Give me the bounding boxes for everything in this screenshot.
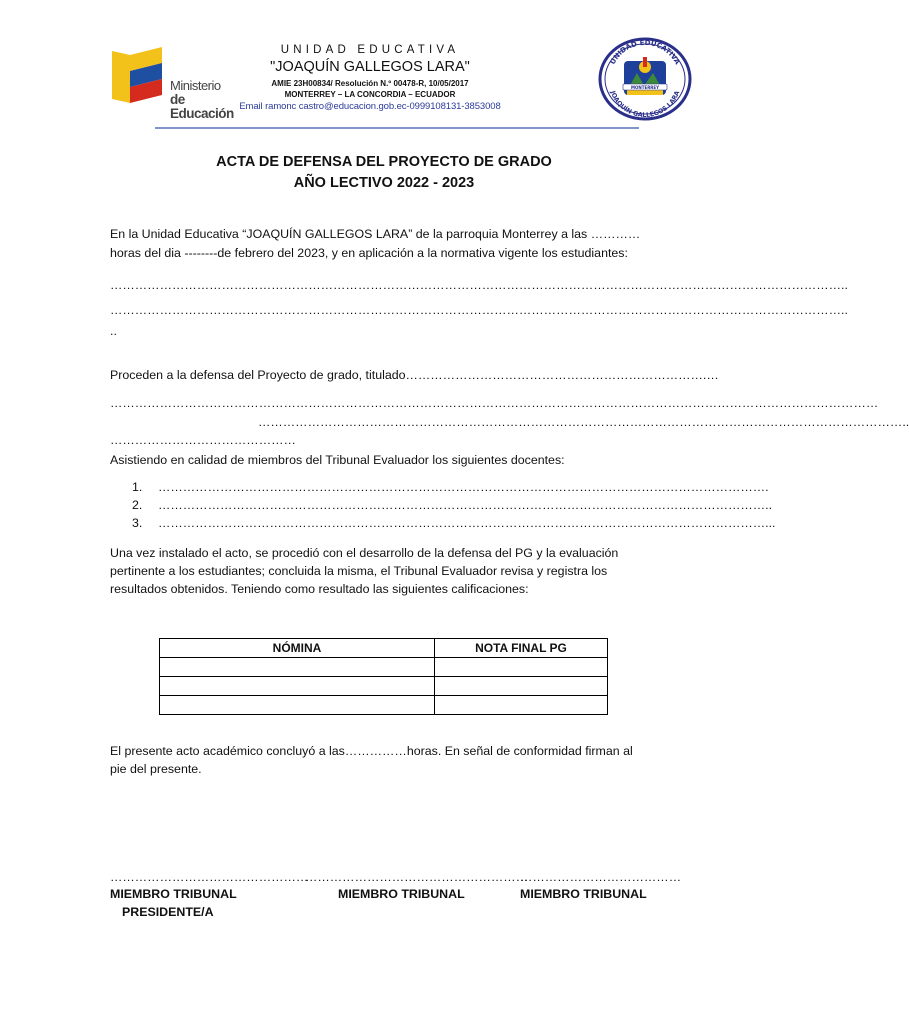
signature-label-member-2: MIEMBRO TRIBUNAL: [338, 887, 465, 901]
column-header-nomina: NÓMINA: [160, 639, 435, 658]
students-blank-1: ……………………………………………………………………………………………………………………………………………………………..: [110, 278, 848, 292]
docente-blank-2: …………………………………………………………………………………………………………………………………..: [158, 498, 773, 512]
defense-line: Proceden a la defensa del Proyecto de grado, titulado……………………………………………………………….…: [110, 368, 719, 382]
project-title-blank-1: ……………………………………………………………………………………………………………………………………………………………………: [110, 396, 879, 410]
ministerio-logo: [110, 45, 240, 121]
amie-line: AMIE 23H00834/ Resolución N.º 00478-R, 10/05/2017: [271, 79, 469, 88]
column-header-nota-final: NOTA FINAL PG: [435, 639, 608, 658]
intro-line-2: horas del dia --------de febrero del 2023, y en aplicación a la normativa vigente los estudiantes:: [110, 246, 628, 260]
ministerio-line1: Ministerio: [170, 78, 221, 93]
signature-line-member-2: ………………………………………………: [305, 870, 529, 884]
students-blank-3: ..: [110, 324, 117, 338]
seal-banner-text: MONTERREY: [631, 84, 659, 90]
table-header-row: [160, 639, 608, 658]
docente-number-3: 3.: [132, 516, 143, 530]
table-row: [160, 677, 608, 696]
school-header: [230, 44, 510, 112]
ministerio-line2: de Educación: [170, 92, 234, 121]
header-divider: [155, 127, 639, 129]
results-paragraph: Una vez instalado el acto, se procedió con el desarrollo de la defensa del PG y la evaluación pertinente a los estudiantes; concluida la misma, el Tribunal Evaluador revisa y registra los resultados obtenidos. Teniendo como resultado las siguientes calificaciones:: [110, 546, 619, 596]
signature-line-member-3: …………………………………: [520, 870, 682, 884]
docente-blank-3: …………………………………………………………………………………………………………………………………...: [158, 516, 776, 530]
table-cell-nomina: [160, 677, 435, 696]
email-line: Email ramonc castro@educacion.gob.ec-0999108131-3853008: [239, 101, 501, 112]
signature-sublabel-president: PRESIDENTE/A: [122, 905, 214, 919]
docente-number-2: 2.: [132, 498, 143, 512]
school-name: "JOAQUÍN GALLEGOS LARA": [270, 59, 470, 75]
table-row: [160, 696, 608, 715]
document-title: ACTA DE DEFENSA DEL PROYECTO DE GRADO: [216, 154, 552, 170]
table-cell-nota: [435, 677, 608, 696]
seal-top-text: UNIDAD EDUCATIVA: [608, 38, 682, 66]
unit-label: UNIDAD EDUCATIVA: [280, 44, 460, 56]
table-row: [160, 658, 608, 677]
table-cell-nota: [435, 696, 608, 715]
docente-number-1: 1.: [132, 480, 143, 494]
signature-label-president: MIEMBRO TRIBUNAL: [110, 887, 237, 901]
closing-paragraph: El presente acto académico concluyó a las……………horas. En señal de conformidad firman al pie del presente.: [110, 744, 633, 776]
tribunal-intro: Asistiendo en calidad de miembros del Tribunal Evaluador los siguientes docentes:: [110, 453, 565, 467]
students-blank-2: ……………………………………………………………………………………………………………………………………………………………..: [110, 303, 848, 317]
docente-blank-1: ………………………………………………………………………………………………………………………………….: [158, 480, 769, 494]
project-title-blank-3: ………………………………………: [110, 433, 296, 447]
table-cell-nomina: [160, 696, 435, 715]
intro-line-1: En la Unidad Educativa “JOAQUÍN GALLEGOS LARA” de la parroquia Monterrey a las …………: [110, 227, 641, 241]
academic-year: AÑO LECTIVO 2022 - 2023: [293, 175, 475, 191]
signature-line-president: …………………………………………: [110, 870, 309, 884]
ministerio-flag-icon: [110, 45, 170, 107]
table-cell-nota: [435, 658, 608, 677]
school-seal-icon: [597, 37, 693, 121]
signature-label-member-3: MIEMBRO TRIBUNAL: [520, 887, 647, 901]
school-seal: [597, 37, 693, 121]
seal-bottom-text: JOAQUÍN GALLEGOS LARA: [608, 89, 682, 120]
location-line: MONTERREY – LA CONCORDIA – ECUADOR: [284, 90, 456, 99]
project-title-blank-2: …………………………………………………………………………………………………………………………………………..: [258, 415, 909, 429]
grades-table: [159, 638, 608, 715]
table-cell-nomina: [160, 658, 435, 677]
